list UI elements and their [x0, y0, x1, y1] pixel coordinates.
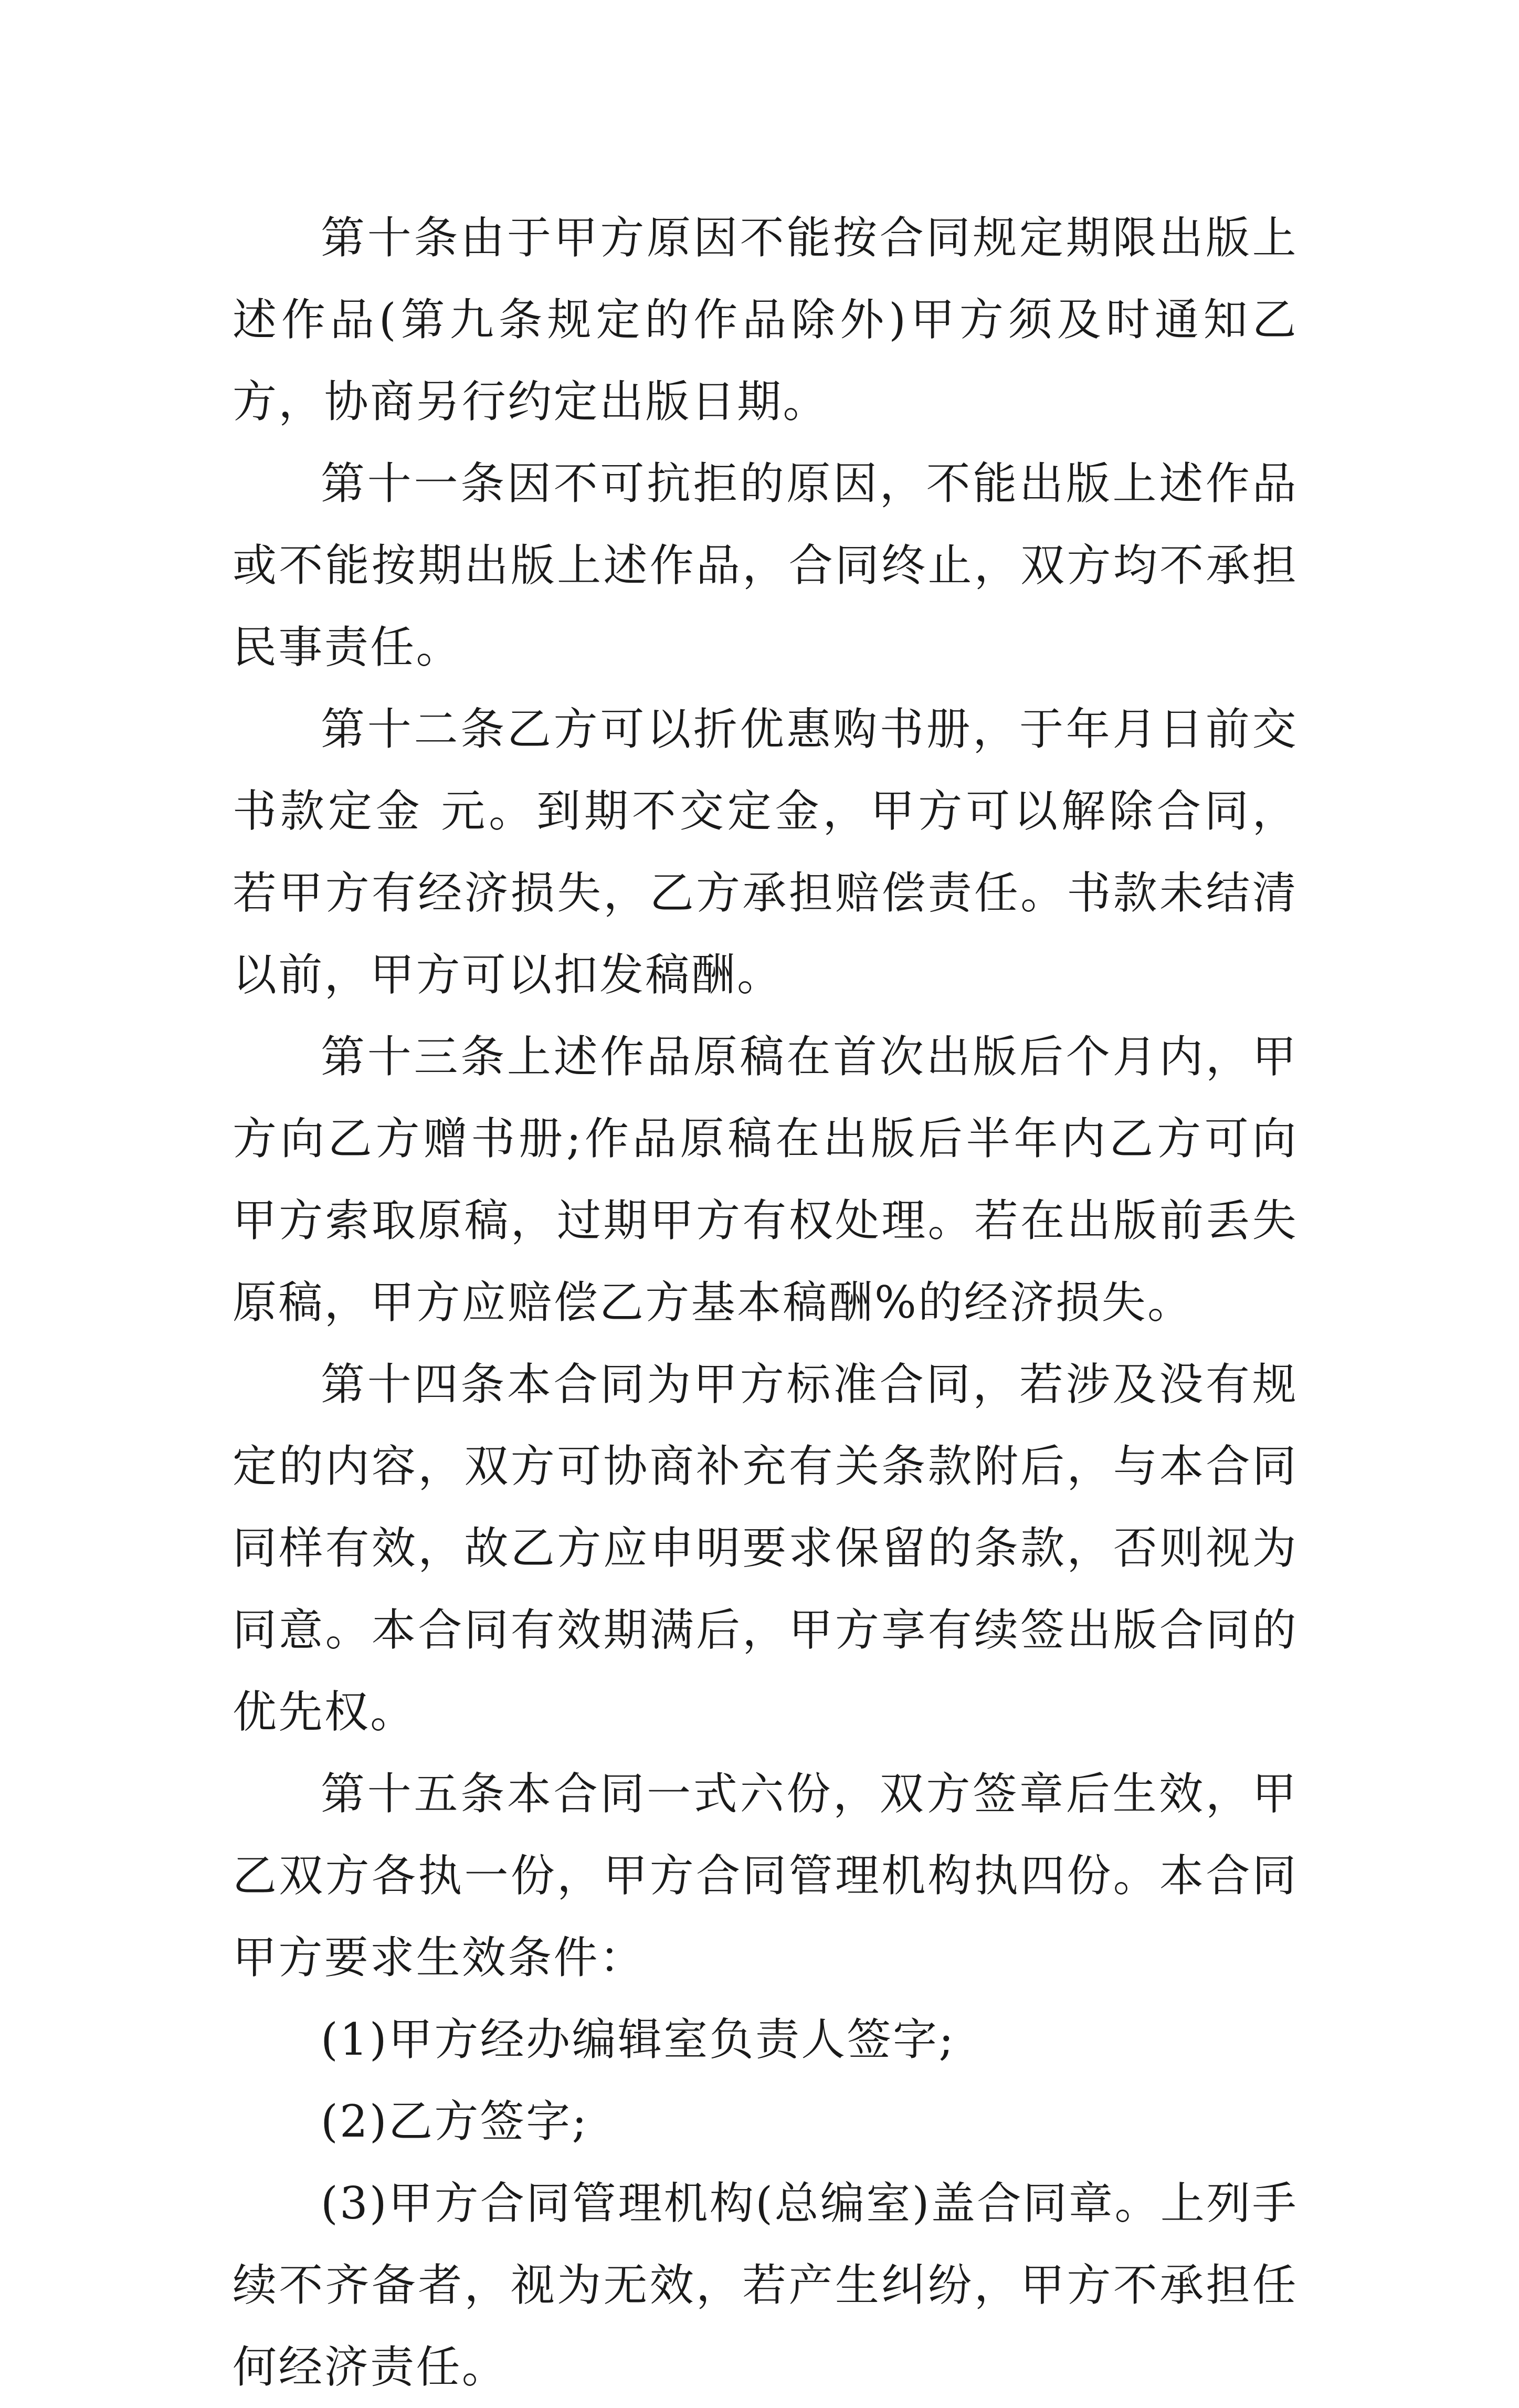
paragraph-article-11: 第十一条因不可抗拒的原因，不能出版上述作品或不能按期出版上述作品，合同终止，双方均不承担民事责任。 — [233, 458, 1298, 673]
paragraph-article-14: 第十四条本合同为甲方标准合同，若涉及没有规定的内容，双方可协商补充有关条款附后，与本合同同样有效，故乙方应申明要求保留的条款，否则视为同意。本合同有效期满后，甲方享有续签出版合同的优先权。 — [233, 1359, 1298, 1738]
paragraph-article-13: 第十三条上述作品原稿在首次出版后个月内，甲方向乙方赠书册;作品原稿在出版后半年内乙方可向甲方索取原稿，过期甲方有权处理。若在出版前丢失原稿，甲方应赔偿乙方基本稿酬%的经济损失。 — [233, 1031, 1298, 1328]
list-item-condition-3: (3)甲方合同管理机构(总编室)盖合同章。上列手续不齐备者，视为无效，若产生纠纷，甲方不承担任何经济责任。 — [233, 2178, 1298, 2393]
document-body — [233, 197, 1298, 2408]
paragraph-article-15: 第十五条本合同一式六份，双方签章后生效，甲乙双方各执一份，甲方合同管理机构执四份。本合同甲方要求生效条件： — [233, 1768, 1298, 1983]
paragraph-article-10: 第十条由于甲方原因不能按合同规定期限出版上述作品(第九条规定的作品除外)甲方须及时通知乙方，协商另行约定出版日期。 — [233, 212, 1298, 427]
paragraph-article-12: 第十二条乙方可以折优惠购书册，于年月日前交书款定金 元。到期不交定金，甲方可以解除合同，若甲方有经济损失，乙方承担赔偿责任。书款未结清以前，甲方可以扣发稿酬。 — [233, 703, 1298, 1001]
list-item-condition-2: (2)乙方签字; — [321, 2096, 589, 2147]
list-item-condition-1: (1)甲方经办编辑室负责人签字; — [321, 2014, 956, 2065]
